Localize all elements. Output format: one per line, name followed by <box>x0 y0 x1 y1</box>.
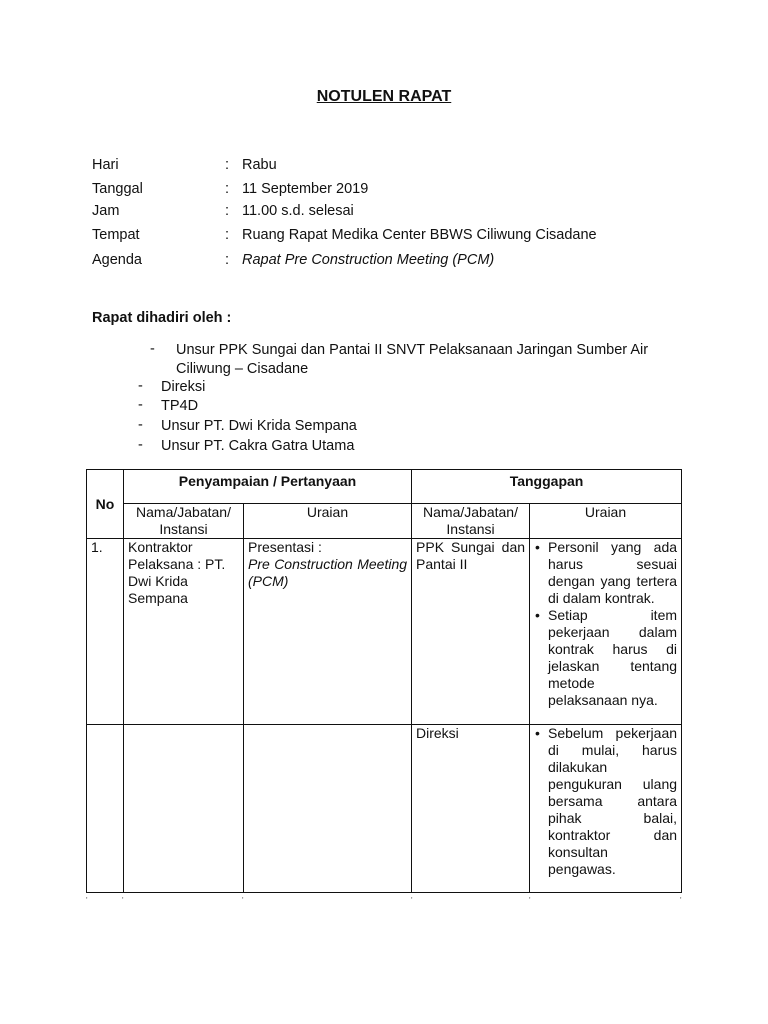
attendance-heading: Rapat dihadiri oleh : <box>92 310 232 326</box>
bullet-icon: • <box>535 539 540 555</box>
info-colon: : <box>225 227 230 243</box>
info-value: 11.00 s.d. selesai <box>242 203 354 219</box>
penyampai-cell <box>124 725 244 893</box>
subheader-nama-jabatan: Nama/Jabatan/ Instansi <box>412 504 530 539</box>
header-penyampaian: Penyampaian / Pertanyaan <box>124 470 412 504</box>
bullet-icon: • <box>535 725 540 741</box>
info-colon: : <box>225 203 230 219</box>
page-break-mark: ' <box>529 896 531 905</box>
attendance-item: Unsur PPK Sungai dan Pantai II SNVT Pelaksanaan Jaringan Sumber Air Ciliwung – Cisadane <box>176 342 649 377</box>
subheader-nama-jabatan: Nama/Jabatan/ Instansi <box>124 504 244 539</box>
penyampai-cell: Kontraktor Pelaksana : PT. Dwi Krida Sempana <box>124 539 244 725</box>
info-colon: : <box>225 157 230 173</box>
row-number: 1. <box>87 539 124 725</box>
tanggapan-list <box>534 539 677 709</box>
table-header-row <box>87 470 682 504</box>
list-item <box>534 607 677 709</box>
tanggapan-cell <box>530 539 682 725</box>
info-label: Jam <box>92 203 120 219</box>
uraian-prefix: Presentasi : <box>248 539 322 555</box>
tanggapan-text: Setiap item pekerjaan dalam kontrak harus di jelaskan tentang metode pelaksanaan nya. <box>548 607 678 708</box>
header-no: No <box>87 470 124 539</box>
info-value: Rabu <box>242 157 277 173</box>
tanggapan-cell <box>530 725 682 893</box>
table-row <box>87 539 682 725</box>
uraian-penyampaian-cell <box>244 539 412 725</box>
bullet-icon: • <box>535 607 540 623</box>
list-dash: - <box>138 417 143 433</box>
document-title: NOTULEN RAPAT <box>316 88 452 105</box>
page-break-mark: ' <box>242 896 244 905</box>
page-break-mark: ' <box>411 896 413 905</box>
page-break-mark: ' <box>680 896 682 905</box>
subheader-uraian: Uraian <box>530 504 682 539</box>
tanggapan-text: Sebelum pekerjaan di mulai, harus dilakukan pengukuran ulang bersama antara pihak balai, kontraktor dan konsultan pengawas. <box>548 725 678 877</box>
minutes-table <box>86 469 682 893</box>
tanggapan-list <box>534 725 677 878</box>
attendance-item: Unsur PT. Cakra Gatra Utama <box>161 438 355 454</box>
uraian-penyampaian-cell <box>244 725 412 893</box>
table-row <box>87 725 682 893</box>
attendance-item: Unsur PT. Dwi Krida Sempana <box>161 418 357 434</box>
list-item <box>534 539 677 607</box>
info-label: Tempat <box>92 227 140 243</box>
list-dash: - <box>138 397 143 413</box>
list-dash: - <box>138 378 143 394</box>
uraian-italic: Pre Construction Meeting (PCM) <box>248 556 408 589</box>
info-label: Tanggal <box>92 181 143 197</box>
attendance-item: TP4D <box>161 398 199 414</box>
attendance-item: Direksi <box>161 379 206 395</box>
info-colon: : <box>225 252 230 268</box>
table-subheader-row <box>87 504 682 539</box>
list-item <box>534 725 677 878</box>
header-tanggapan: Tanggapan <box>412 470 682 504</box>
row-number <box>87 725 124 893</box>
info-value: Ruang Rapat Medika Center BBWS Ciliwung Cisadane <box>242 227 597 243</box>
penanggap-cell: Direksi <box>412 725 530 893</box>
tanggapan-text: Personil yang ada harus sesuai dengan yang tertera di dalam kontrak. <box>548 539 678 606</box>
page-break-mark: ' <box>122 896 124 905</box>
list-dash: - <box>150 341 155 357</box>
list-dash: - <box>138 437 143 453</box>
info-value: Rapat Pre Construction Meeting (PCM) <box>242 252 495 268</box>
info-value: 11 September 2019 <box>242 181 369 197</box>
subheader-uraian: Uraian <box>244 504 412 539</box>
info-label: Hari <box>92 157 119 173</box>
page-break-mark: ' <box>86 896 88 905</box>
info-label: Agenda <box>92 252 142 268</box>
penanggap-cell: PPK Sungai dan Pantai II <box>412 539 530 725</box>
info-colon: : <box>225 181 230 197</box>
